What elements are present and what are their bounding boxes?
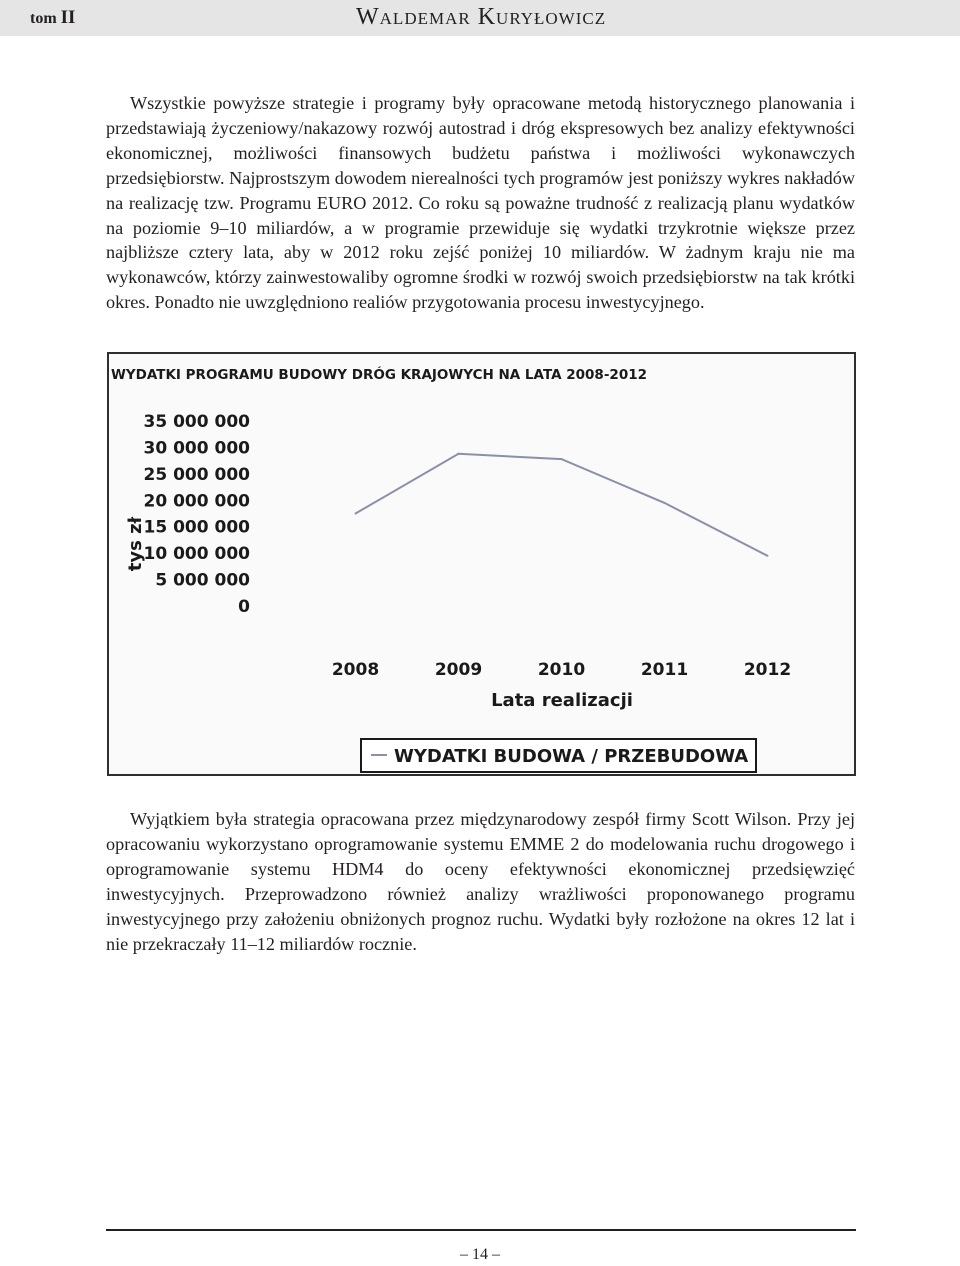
x-tick-label: 2008	[331, 660, 380, 680]
series-layer	[355, 453, 769, 557]
x-tick-label: 2009	[434, 660, 483, 680]
data-point	[561, 458, 563, 460]
footer-rule	[106, 1229, 856, 1231]
y-tick-label: 20 000 000	[143, 491, 250, 512]
data-point	[355, 513, 357, 515]
y-tick-label: 30 000 000	[143, 438, 250, 459]
y-tick-label: 25 000 000	[143, 464, 250, 485]
body-paragraph-1: Wszystkie powyższe strategie i programy były opracowane metodą historycznego planowania i przedstawiają życzeniowy/nakazowy rozwój autostrad i dróg ekspresowych bez analizy efektywności ekonomicznej, możliwości finansowych budżetu państwa i możliwości wykonawczych przedsiębiorstw. Najprostszym dowodem nierealności tych programów jest poniższy wykres nakładów na realizację tzw. Programu EURO 2012. Co roku są poważne trudność z realizacją planu wydatków na poziomie 9–10 miliardów, a w programie przewiduje się wydatki trzykrotnie większe przez najbliższe cztery lata, aby w 2012 roku zejść poniżej 10 miliardów. W żadnym kraju nie ma wykonawców, którzy zainwestowaliby ogromne środki w rozwój swoich przedsiębiorstw na tak krótki okres. Ponadto nie uwzględniono realiów przygotowania procesu inwestycyjnego.	[106, 93, 855, 313]
volume-number: II	[60, 7, 76, 28]
data-point	[458, 453, 460, 455]
line-chart	[109, 354, 854, 774]
y-axis-ticks	[144, 412, 251, 617]
volume-label	[30, 7, 75, 29]
y-tick-label: 5 000 000	[155, 570, 250, 591]
x-axis-ticks	[332, 660, 791, 680]
y-tick-label: 35 000 000	[143, 412, 250, 432]
y-tick-label: 0	[238, 597, 250, 617]
y-tick-label: 15 000 000	[143, 517, 250, 538]
data-point	[767, 555, 769, 557]
data-point	[664, 502, 666, 504]
page-number: – 14 –	[460, 1246, 500, 1263]
y-axis-label: tys zł	[125, 516, 146, 572]
series-line	[356, 454, 768, 556]
legend	[361, 739, 756, 772]
author-name: Waldemar Kuryłowicz	[356, 4, 607, 30]
body-paragraph-2: Wyjątkiem była strategia opracowana przez międzynarodowy zespół firmy Scott Wilson. Przy jej opracowaniu wykorzystano oprogramowanie systemu EMME 2 do modelowania ruchu drogowego i oprogramowanie systemu HDM4 do oceny efektywności ekonomicznej przedsięwzięć inwestycyjnych. Przeprowadzono również analizy wrażliwości proponowanego programu inwestycyjnego przy założeniu obniżonych prognoz ruchu. Wydatki były rozłożone na okres 12 lat i nie przekraczały 11–12 miliardów rocznie.	[106, 809, 855, 954]
chart-figure	[107, 352, 856, 776]
x-tick-label: 2010	[537, 660, 586, 680]
y-tick-label: 10 000 000	[143, 544, 250, 565]
x-tick-label: 2011	[640, 660, 689, 680]
x-tick-label: 2012	[743, 660, 792, 680]
legend-entry: WYDATKI BUDOWA / PRZEBUDOWA	[394, 746, 749, 767]
x-axis-label: Lata realizacji	[491, 690, 633, 711]
chart-title: WYDATKI PROGRAMU BUDOWY DRÓG KRAJOWYCH NA LATA 2008-2012	[110, 367, 648, 383]
volume-prefix: tom	[30, 10, 57, 27]
